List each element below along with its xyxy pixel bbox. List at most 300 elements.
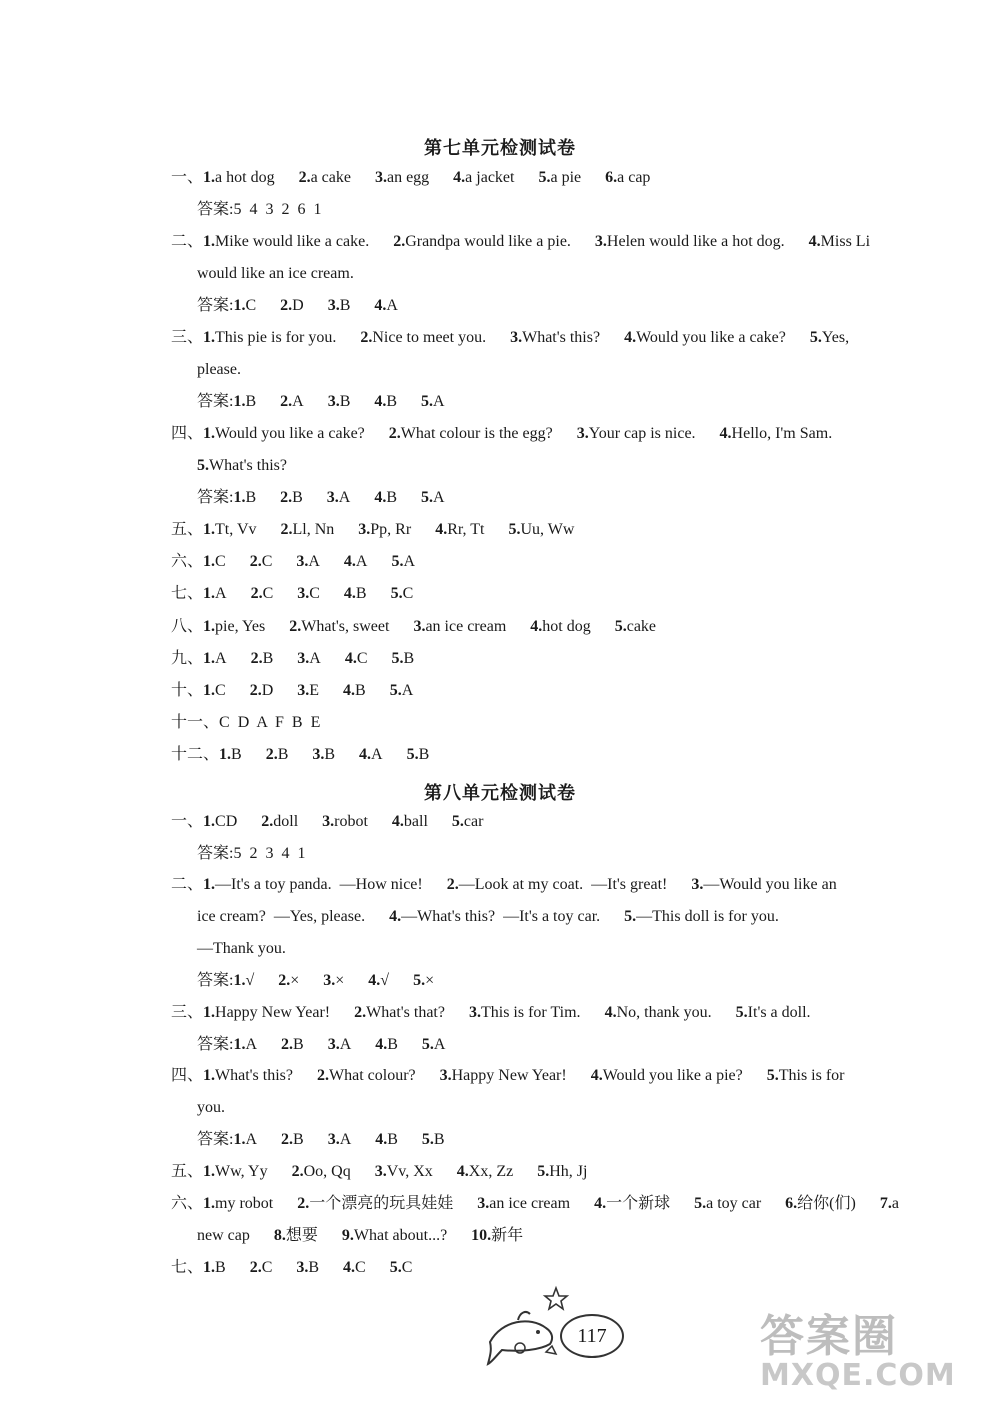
item-text: What's that? (366, 1004, 445, 1021)
item-number: 2. (297, 1195, 310, 1212)
dolphin-star-decoration-icon (480, 1280, 570, 1370)
u7-q2-answer (197, 296, 398, 316)
item-number: 1. (203, 1004, 216, 1021)
item-number: 5. (389, 1259, 402, 1276)
item-number: 5. (451, 813, 464, 830)
item-number: 3. (477, 1195, 490, 1212)
u7-q7 (171, 584, 413, 604)
item-number: 1. (203, 425, 216, 442)
u8-q3 (171, 1003, 811, 1023)
item-number: 4. (453, 169, 466, 186)
item-text: A (403, 553, 416, 570)
item-number: 3. (576, 425, 589, 442)
item-text: —Would you like an (703, 876, 837, 893)
item-number: 5. (694, 1195, 707, 1212)
item-text: Uu, Ww (520, 521, 575, 538)
item-number: 6. (785, 1195, 798, 1212)
item-number: 3. (327, 1131, 340, 1148)
item-text: B (324, 746, 336, 763)
item-number: 5. (421, 1131, 434, 1148)
item-text: B (293, 1036, 304, 1053)
item-text: B (387, 1131, 398, 1148)
item-number: 2. (280, 393, 293, 410)
u8-q2-cont2: —Thank you. (197, 940, 286, 957)
item-number: 5. (391, 650, 404, 667)
item-text: A (245, 1131, 258, 1148)
item-number: 1. (203, 1067, 216, 1084)
question-label: 一、 (171, 813, 204, 830)
question-label: 答案: (197, 1036, 234, 1053)
item-number: 2. (250, 650, 263, 667)
item-text: B (245, 393, 257, 410)
item-number: 5. (421, 393, 434, 410)
item-number: 1. (203, 876, 216, 893)
item-number: 3. (374, 169, 387, 186)
item-text: —Look at my coat. —It's great! (458, 876, 668, 893)
item-number: 4. (374, 297, 387, 314)
u7-q6 (171, 552, 415, 572)
item-text: Nice to meet you. (372, 329, 487, 346)
item-text: ball (403, 813, 428, 830)
u7-q3-cont: please. (197, 361, 241, 378)
item-number: 1. (203, 1195, 216, 1212)
item-text: A (433, 1036, 446, 1053)
u7-q4-cont: 5.What's this? (197, 457, 287, 474)
item-text: B (339, 297, 351, 314)
item-number: 2. (360, 329, 373, 346)
item-text: —It's a toy panda. —How nice! (215, 876, 423, 893)
item-text: B (418, 746, 430, 763)
item-number: 2. (281, 1131, 294, 1148)
item-number: 9. (341, 1227, 354, 1244)
item-text: What's this? (522, 329, 601, 346)
item-number: 1. (233, 972, 246, 989)
question-label: 十、 (171, 682, 204, 699)
item-text: No, thank you. (616, 1004, 712, 1021)
item-text: B (386, 393, 398, 410)
item-text: What's this? (215, 1067, 293, 1084)
question-label: 答案: (197, 393, 234, 410)
item-text: doll (273, 813, 299, 830)
u8-q4-answer (197, 1130, 445, 1150)
item-number: 3. (296, 553, 309, 570)
item-number: 5. (406, 746, 419, 763)
item-number: 1. (203, 233, 216, 250)
item-text: A (371, 746, 383, 763)
item-text: a hot dog (215, 169, 275, 186)
item-text: B (262, 650, 274, 667)
item-text: B (245, 489, 257, 506)
item-number: 2. (249, 682, 262, 699)
question-label: 十二、 (171, 746, 220, 763)
u8-q6 (171, 1194, 899, 1214)
item-text: Would you like a cake? (215, 425, 365, 442)
item-number: 4. (374, 489, 387, 506)
item-number: 1. (203, 682, 216, 699)
item-text: This is for (778, 1067, 845, 1084)
item-number: 4. (530, 618, 543, 635)
item-text: A (433, 489, 445, 506)
item-text: 一个漂亮的玩具娃娃 (309, 1195, 454, 1212)
item-text: B (215, 1259, 226, 1276)
question-label: 七、 (171, 585, 204, 602)
item-text: Miss Li (820, 233, 871, 250)
item-text: hot dog (542, 618, 591, 635)
question-label: 答案: (197, 1131, 234, 1148)
item-number: 1. (203, 329, 216, 346)
question-label: 七、 (171, 1259, 204, 1276)
item-text: a (891, 1195, 899, 1212)
item-number: 3. (297, 682, 310, 699)
item-number: 4. (343, 682, 356, 699)
u8-q4 (171, 1066, 845, 1086)
item-number: 1. (203, 1259, 216, 1276)
unit7-title: 第七单元检测试卷 (424, 138, 576, 159)
item-number: 4. (391, 813, 404, 830)
item-number: 2. (278, 972, 291, 989)
item-text: 想要 (285, 1227, 318, 1244)
item-number: 3. (326, 489, 339, 506)
item-text: Yes, (821, 329, 850, 346)
item-text: C (401, 1259, 413, 1276)
item-text: Mike would like a cake. (215, 233, 370, 250)
u7-q4 (171, 424, 832, 444)
item-number: 1. (203, 553, 216, 570)
item-number: 4. (435, 521, 448, 538)
item-text: —What's this? —It's a toy car. (401, 908, 601, 925)
item-number: 3. (468, 1004, 481, 1021)
item-number: 5. (809, 329, 822, 346)
item-text: A (215, 585, 227, 602)
u8-q1 (171, 812, 483, 832)
item-text: What colour is the egg? (400, 425, 553, 442)
question-label: 九、 (171, 650, 204, 667)
item-number: 3. (327, 393, 340, 410)
item-text: B (339, 393, 351, 410)
item-text: A (401, 682, 414, 699)
watermark-logo (760, 1300, 995, 1400)
item-text: A (215, 650, 227, 667)
u8-q2 (171, 875, 837, 895)
item-text: CD (215, 813, 238, 830)
item-number: 4. (359, 746, 372, 763)
item-number: 1. (203, 650, 216, 667)
item-number: 1. (233, 489, 246, 506)
item-text: √ (245, 972, 255, 989)
u7-q5 (171, 520, 574, 540)
u7-q2-cont: would like an ice cream. (197, 265, 354, 282)
item-number: 4. (368, 972, 381, 989)
item-text: D (261, 682, 274, 699)
item-text: × (290, 972, 300, 989)
item-text: A (386, 297, 398, 314)
item-text: car (463, 813, 484, 830)
item-text: C (215, 553, 226, 570)
item-number: 3. (510, 329, 523, 346)
item-number: 5. (389, 682, 402, 699)
item-number: 5. (537, 1163, 550, 1180)
item-number: 1. (233, 297, 246, 314)
item-text: What about...? (353, 1227, 448, 1244)
item-number: 2. (249, 553, 262, 570)
item-text: B (277, 746, 289, 763)
item-text: C (356, 650, 368, 667)
item-text: Would you like a pie? (602, 1067, 743, 1084)
question-label: 答案: (197, 489, 234, 506)
item-number: 1. (203, 521, 216, 538)
u8-q4-cont: you. (197, 1099, 225, 1116)
question-label: 四、 (171, 1067, 204, 1084)
u8-q5 (171, 1162, 587, 1182)
item-text: A (339, 1131, 352, 1148)
item-number: 3. (297, 650, 310, 667)
item-text: Happy New Year! (215, 1004, 331, 1021)
item-text: C (261, 553, 273, 570)
item-text: A (339, 1036, 352, 1053)
item-number: 3. (327, 1036, 340, 1053)
item-text: × (425, 972, 435, 989)
item-text: B (293, 1131, 304, 1148)
item-number: 2. (250, 585, 263, 602)
item-text: A (355, 553, 368, 570)
item-number: 1. (233, 1036, 246, 1053)
item-number: 2. (280, 521, 293, 538)
u7-q10 (171, 681, 413, 701)
item-number: 3. (297, 585, 310, 602)
item-number: 3. (322, 813, 335, 830)
item-number: 2. (280, 297, 293, 314)
u7-q4-answer (197, 488, 445, 508)
item-text: Your cap is nice. (588, 425, 696, 442)
item-number: 5. (624, 908, 637, 925)
item-number: 4. (375, 1036, 388, 1053)
u8-q1-answer: 答案:5 2 3 4 1 (197, 845, 306, 862)
item-text: B (355, 585, 367, 602)
item-text: B (433, 1131, 445, 1148)
item-text: This is for Tim. (480, 1004, 581, 1021)
question-label: 六、 (171, 1195, 204, 1212)
u7-q3-answer (197, 392, 445, 412)
question-label: 二、 (171, 876, 204, 893)
item-number: 8. (273, 1227, 286, 1244)
item-text: Oo, Qq (303, 1163, 351, 1180)
item-number: 5. (508, 521, 521, 538)
item-number: 1. (203, 618, 216, 635)
item-text: Vv, Xx (386, 1163, 433, 1180)
u8-q2-answer (197, 971, 434, 991)
item-number: 5. (614, 618, 627, 635)
item-number: 1. (203, 813, 216, 830)
item-number: 4. (604, 1004, 617, 1021)
item-text: A (245, 1036, 258, 1053)
item-text: Tt, Vv (215, 521, 257, 538)
u8-q7 (171, 1258, 412, 1278)
item-text: 给你(们) (797, 1195, 856, 1212)
item-text: Hello, I'm Sam. (731, 425, 833, 442)
item-text: a toy car (706, 1195, 762, 1212)
item-text: —This doll is for you. (636, 908, 779, 925)
question-label: 五、 (171, 521, 204, 538)
item-text: B (292, 489, 303, 506)
item-text: A (309, 650, 321, 667)
item-number: 5. (421, 489, 434, 506)
item-number: 3. (323, 972, 336, 989)
item-text: a jacket (465, 169, 515, 186)
item-number: 5. (421, 1036, 434, 1053)
item-number: 5. (766, 1067, 779, 1084)
u7-q11: 十一、C D A F B E (171, 714, 321, 731)
item-number: 3. (296, 1259, 309, 1276)
question-label: 二、 (171, 233, 204, 250)
item-text: an ice cream (489, 1195, 571, 1212)
item-text: Hh, Jj (549, 1163, 588, 1180)
u8-q2-cont: ice cream? —Yes, please. 4.—What's this? —It's a toy car. 5.—This doll is for you. (197, 908, 779, 925)
item-number: 5. (735, 1004, 748, 1021)
item-number: 4. (343, 1259, 356, 1276)
item-number: 2. (393, 233, 406, 250)
u7-q9 (171, 649, 414, 669)
item-number: 4. (719, 425, 732, 442)
item-text: 一个新球 (606, 1195, 671, 1212)
item-text: a cap (617, 169, 651, 186)
item-number: 4. (624, 329, 637, 346)
item-text: 新年 (491, 1227, 524, 1244)
item-number: 4. (344, 650, 357, 667)
item-text: Grandpa would like a pie. (405, 233, 571, 250)
question-label: 六、 (171, 553, 204, 570)
item-number: 2. (289, 618, 302, 635)
item-text: Helen would like a hot dog. (606, 233, 785, 250)
item-text: B (355, 682, 366, 699)
item-number: 3. (439, 1067, 452, 1084)
item-number: 2. (298, 169, 311, 186)
item-number: 2. (249, 1259, 262, 1276)
item-number: 2. (388, 425, 401, 442)
item-text: Rr, Tt (447, 521, 485, 538)
u7-q12 (171, 745, 429, 765)
item-number: 1. (203, 169, 216, 186)
item-number: 5. (391, 553, 404, 570)
item-text: Pp, Rr (370, 521, 412, 538)
item-number: 2. (446, 876, 459, 893)
item-text: a cake (310, 169, 351, 186)
item-number: 2. (280, 489, 293, 506)
item-text: B (387, 1036, 398, 1053)
item-text: C (261, 1259, 273, 1276)
item-text: C (309, 585, 320, 602)
item-number: 5. (413, 972, 426, 989)
item-number: 1. (233, 393, 246, 410)
item-number: 2. (265, 746, 278, 763)
item-number: 4. (808, 233, 821, 250)
item-text: C (245, 297, 257, 314)
watermark-en: MXQE.COM (760, 1358, 956, 1393)
item-text: What's, sweet (301, 618, 390, 635)
u8-q6-cont: new cap 8.想要 9.What about...? 10.新年 (197, 1227, 524, 1244)
item-number: 5. (390, 585, 403, 602)
item-text: C (215, 682, 226, 699)
item-text: C (262, 585, 274, 602)
item-number: 2. (354, 1004, 367, 1021)
u7-q8 (171, 617, 656, 637)
item-number: 1. (203, 585, 216, 602)
question-label: 答案: (197, 297, 234, 314)
item-text: a pie (550, 169, 582, 186)
item-number: 4. (594, 1195, 607, 1212)
item-text: √ (380, 972, 390, 989)
item-text: This pie is for you. (215, 329, 337, 346)
item-text: B (231, 746, 242, 763)
item-number: 10. (471, 1227, 492, 1244)
item-number: 4. (374, 393, 387, 410)
item-number: 4. (343, 553, 356, 570)
item-text: × (335, 972, 345, 989)
item-number: 3. (413, 618, 426, 635)
item-number: 2. (261, 813, 274, 830)
item-text: an ice cream (425, 618, 507, 635)
watermark-cn: 答案圈 (760, 1311, 898, 1362)
item-number: 4. (456, 1163, 469, 1180)
item-number: 2. (281, 1036, 294, 1053)
item-text: Happy New Year! (451, 1067, 567, 1084)
item-number: 1. (233, 1131, 246, 1148)
u7-q1 (171, 168, 650, 188)
item-number: 3. (327, 297, 340, 314)
question-label: 三、 (171, 329, 204, 346)
item-text: A (308, 553, 320, 570)
page-number: 117 (560, 1314, 624, 1358)
u7-q2 (171, 232, 870, 252)
item-text: D (292, 297, 304, 314)
item-text: cake (626, 618, 657, 635)
question-label: 五、 (171, 1163, 204, 1180)
item-number: 2. (317, 1067, 329, 1084)
item-text: pie, Yes (215, 618, 266, 635)
item-text: A (292, 393, 304, 410)
item-text: E (309, 682, 320, 699)
item-text: B (386, 489, 398, 506)
item-number: 5. (538, 169, 551, 186)
item-number: 3. (594, 233, 607, 250)
item-text: Would you like a cake? (636, 329, 786, 346)
question-label: 八、 (171, 618, 204, 635)
item-text: C (402, 585, 414, 602)
item-number: 7. (879, 1195, 892, 1212)
item-text: Ww, Yy (215, 1163, 268, 1180)
question-label: 三、 (171, 1004, 204, 1021)
item-text: B (308, 1259, 320, 1276)
item-text: an egg (386, 169, 430, 186)
item-number: 4. (375, 1131, 388, 1148)
item-text: robot (334, 813, 368, 830)
item-number: 1. (219, 746, 232, 763)
item-number: 4. (343, 585, 356, 602)
u7-q3 (171, 328, 849, 348)
question-label: 答案: (197, 972, 234, 989)
item-number: 2. (291, 1163, 304, 1180)
unit8-title: 第八单元检测试卷 (424, 783, 576, 804)
item-number: 4. (389, 908, 402, 925)
item-text: A (433, 393, 445, 410)
item-number: 3. (358, 521, 371, 538)
item-number: 1. (203, 1163, 216, 1180)
item-number: 3. (691, 876, 704, 893)
item-text: C (355, 1259, 366, 1276)
question-label: 四、 (171, 425, 204, 442)
question-label: 一、 (171, 169, 204, 186)
item-number: 4. (590, 1067, 603, 1084)
u7-q1-answer: 答案:5 4 3 2 6 1 (197, 201, 322, 218)
